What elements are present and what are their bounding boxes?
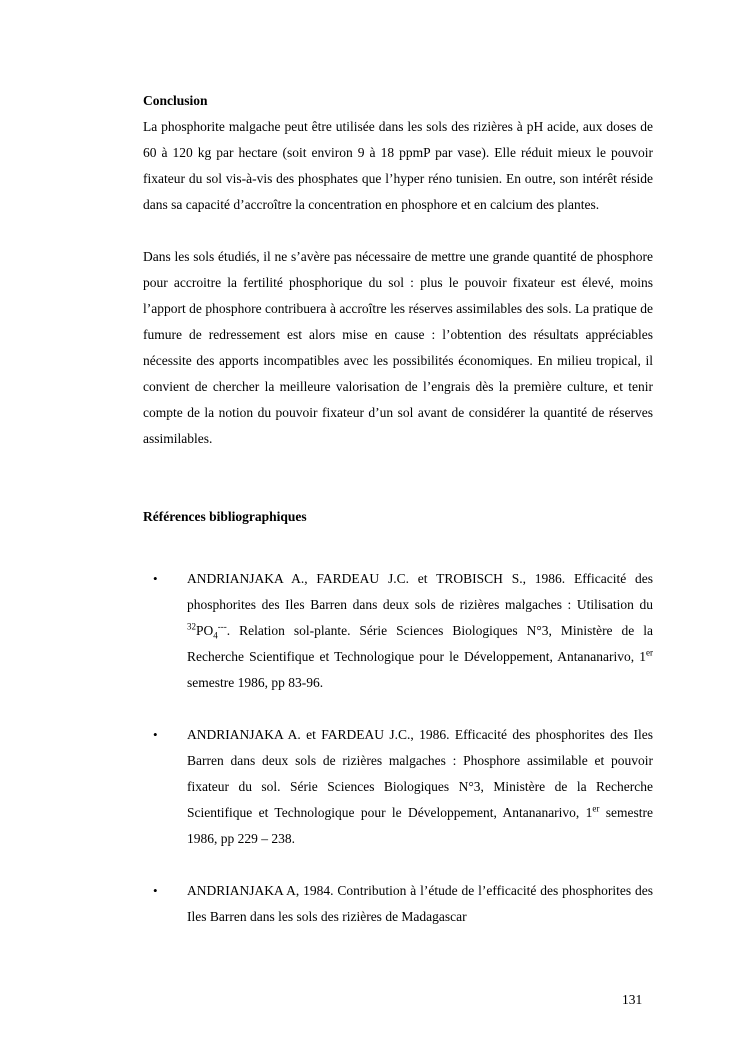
reference-1-text-b: . Relation sol-plante. Série Sciences Biologiques N°3, Ministère de la Recherche Scientifique et Technologique pour le Développement, Antananarivo, 1: [187, 623, 653, 664]
references-heading: Références bibliographiques: [143, 509, 307, 524]
reference-item-3: [143, 878, 653, 930]
bullet-icon: •: [153, 571, 158, 586]
reference-3-text: ANDRIANJAKA A, 1984. Contribution à l’étude de l’efficacité des phosphorites des Iles Barren dans les sols des rizières de Madagascar: [187, 883, 653, 924]
conclusion-heading: Conclusion: [143, 93, 208, 108]
ordinal-superscript: er: [646, 647, 653, 658]
phosphate-subscript: 4: [213, 630, 218, 641]
reference-list: [143, 566, 653, 930]
reference-item-2: [143, 722, 653, 852]
ordinal-superscript: er: [592, 803, 600, 814]
bullet-icon: •: [153, 883, 158, 898]
reference-1-text-a: ANDRIANJAKA A., FARDEAU J.C. et TROBISCH S., 1986. Efficacité des phosphorites des Iles Barren dans deux sols de rizières malgaches : Utilisation du: [187, 571, 653, 612]
bullet-icon: •: [153, 727, 158, 742]
reference-1-text-c: semestre 1986, pp 83-96.: [187, 675, 324, 690]
reference-2-text-b: semestre 1986, pp 229 – 238.: [187, 805, 654, 846]
page-number: 131: [622, 992, 643, 1007]
page-content: [143, 88, 653, 956]
phosphate-formula: PO: [196, 623, 214, 638]
reference-2-text-a: ANDRIANJAKA A. et FARDEAU J.C., 1986. Efficacité des phosphorites des Iles Barren dans deux sols de rizières malgaches : Phosphore assimilable et pouvoir fixateur du sol. Série Sciences Biologiques N°3, Ministère de la Recherche Scientifique et Technologique pour le Développement, Antananarivo, 1: [187, 727, 653, 820]
phosphate-charge: ---: [217, 621, 227, 632]
isotope-superscript: 32: [187, 621, 196, 632]
reference-item-1: [143, 566, 653, 696]
conclusion-paragraph-2: Dans les sols étudiés, il ne s’avère pas nécessaire de mettre une grande quantité de phosphore pour accroitre la fertilité phosphorique du sol : plus le pouvoir fixateur est élevé, moins l’apport de phosphore contribuera à accroître les réserves assimilables des sols. La pratique de fumure de redressement est alors mise en cause : l’obtention des résultats appréciables nécessite des apports incompatibles avec les possibilités économiques. En milieu tropical, il convient de chercher la meilleure valorisation de l’engrais dès la première culture, et tenir compte de la notion du pouvoir fixateur d’un sol avant de considérer la quantité de réserves assimilables.: [143, 249, 653, 446]
conclusion-paragraph-1: La phosphorite malgache peut être utilisée dans les sols des rizières à pH acide, aux doses de 60 à 120 kg par hectare (soit environ 9 à 18 ppmP par vase). Elle réduit mieux le pouvoir fixateur du sol vis-à-vis des phosphates que l’hyper réno tunisien. En outre, son intérêt réside dans sa capacité d’accroître la concentration en phosphore et en calcium des plantes.: [143, 119, 653, 212]
